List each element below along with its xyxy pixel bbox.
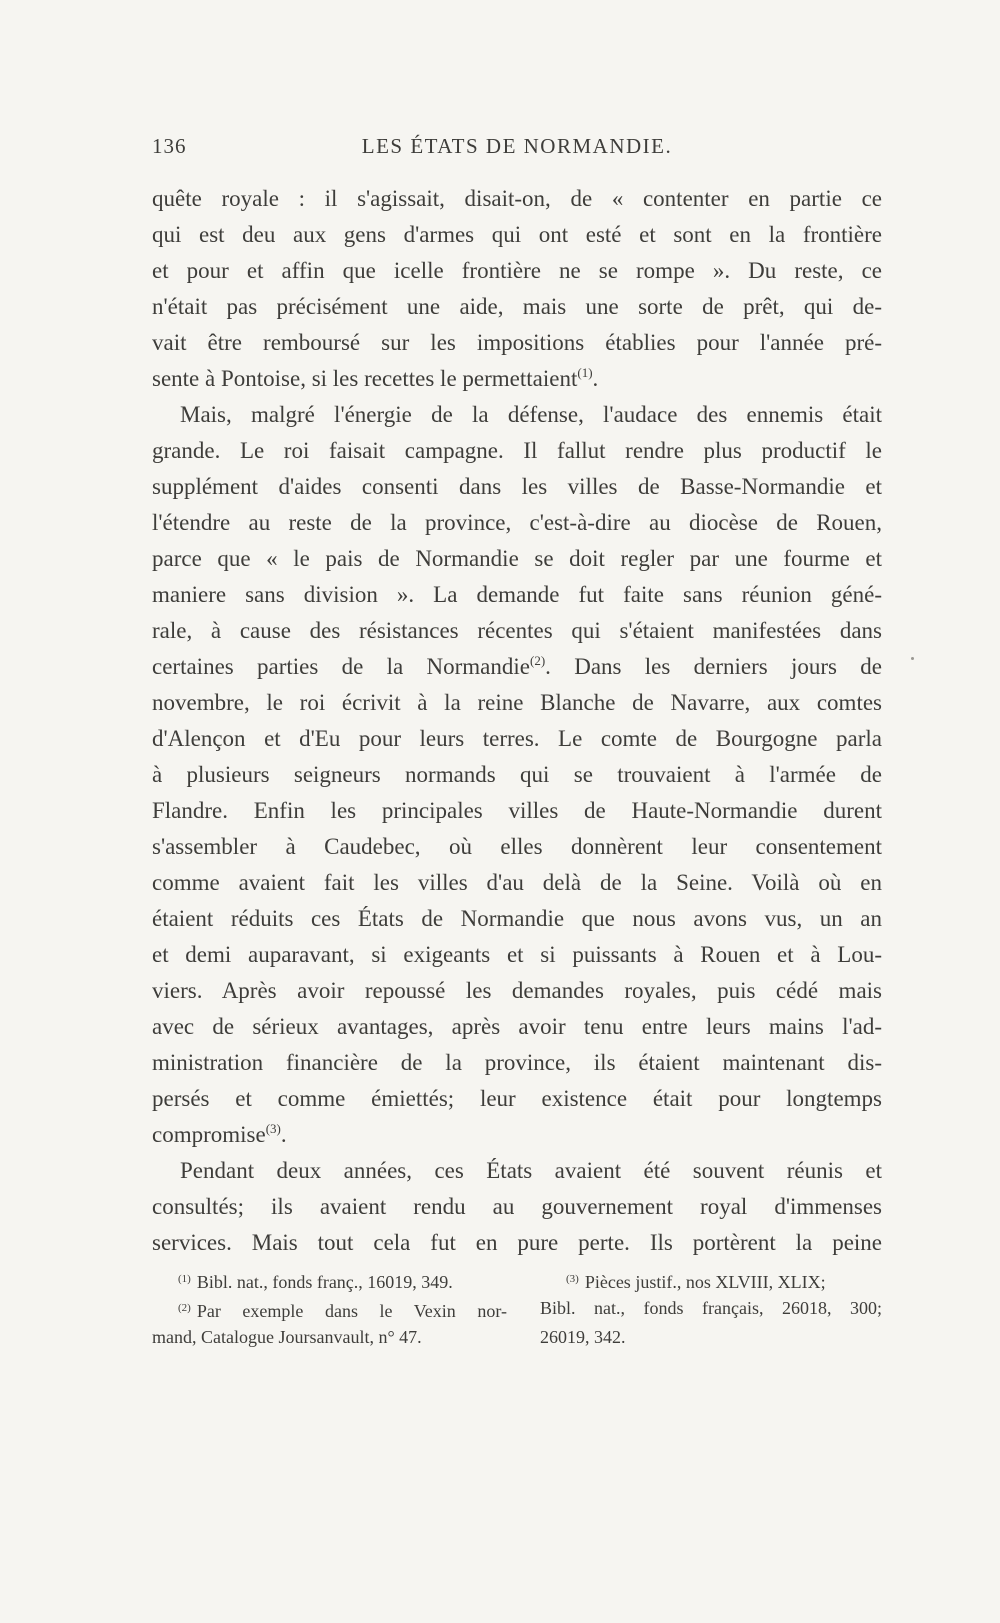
page-header <box>152 134 882 170</box>
footnote-ref: (3) <box>265 1121 281 1136</box>
text-line: quête royale : il s'agissait, disait-on, de « contenter en partie ce <box>152 186 882 211</box>
text-line: grande. Le roi faisait campagne. Il fallut rendre plus productif le <box>152 438 882 463</box>
text-line: services. Mais tout cela fut en pure perte. Ils portèrent la peine <box>152 1230 882 1255</box>
text-line: supplément d'aides consenti dans les villes de Basse-Normandie et <box>152 474 882 499</box>
text-line: sente à Pontoise, si les recettes le permettaient$^{(1)}$. <box>152 365 599 391</box>
margin-speck <box>911 657 914 660</box>
text-line: persés et comme émiettés; leur existence était pour longtemps <box>152 1086 882 1111</box>
body-text <box>152 181 882 1261</box>
footnotes-right-column <box>540 1265 882 1352</box>
text-line: compromise$^{(3)}$. <box>152 1121 287 1147</box>
footnote-continuation: Bibl. nat., fonds français, 26018, 300; <box>540 1298 882 1318</box>
text-line: étaient réduits ces États de Normandie que nous avons vus, un an <box>152 906 882 931</box>
text-line: l'étendre au reste de la province, c'est-à-dire au diocèse de Rouen, <box>152 510 882 535</box>
text-line: consultés; ils avaient rendu au gouvernement royal d'immenses <box>152 1194 882 1219</box>
text-line: maniere sans division ». La demande fut faite sans réunion géné- <box>152 582 882 607</box>
text-line: viers. Après avoir repoussé les demandes royales, puis cédé mais <box>152 978 882 1003</box>
text-line: avec de sérieux avantages, après avoir tenu entre leurs mains l'ad- <box>152 1014 882 1039</box>
text-line: s'assembler à Caudebec, où elles donnèrent leur consentement <box>152 834 882 859</box>
page-number: 136 <box>152 134 187 158</box>
text-line: rale, à cause des résistances récentes qui s'étaient manifestées dans <box>152 618 882 643</box>
text-line: Pendant deux années, ces États avaient été souvent réunis et <box>180 1158 882 1183</box>
text-line: qui est deu aux gens d'armes qui ont esté et sont en la frontière <box>152 222 882 247</box>
footnote-continuation: mand, Catalogue Joursanvault, n° 47. <box>152 1327 422 1347</box>
footnotes-left-column <box>152 1265 507 1352</box>
text-line: Mais, malgré l'énergie de la défense, l'audace des ennemis était <box>180 402 882 427</box>
text-line: vait être remboursé sur les impositions établies pour l'année pré- <box>152 330 882 355</box>
text-line: et pour et affin que icelle frontière ne se rompe ». Du reste, ce <box>152 258 882 283</box>
text-line: n'était pas précisément une aide, mais une sorte de prêt, qui de- <box>152 294 882 319</box>
footnote: $^{(2)}$ Par exemple dans le Vexin nor- <box>178 1301 507 1321</box>
text-line: Flandre. Enfin les principales villes de Haute-Normandie durent <box>152 798 882 823</box>
footnote-ref: (1) <box>577 365 593 380</box>
text-line: à plusieurs seigneurs normands qui se trouvaient à l'armée de <box>152 762 882 787</box>
text-line: certaines parties de la Normandie$^{(2)}$. Dans les derniers jours de <box>152 653 883 679</box>
text-line: parce que « le pais de Normandie se doit regler par une fourme et <box>152 546 882 571</box>
footnote: $^{(1)}$ Bibl. nat., fonds franç., 16019, 349. <box>178 1272 453 1292</box>
footnote-continuation: 26019, 342. <box>540 1327 626 1347</box>
text-line: d'Alençon et d'Eu pour leurs terres. Le comte de Bourgogne parla <box>152 726 882 751</box>
text-line: ministration financière de la province, ils étaient maintenant dis- <box>152 1050 882 1075</box>
text-line: et demi auparavant, si exigeants et si puissants à Rouen et à Lou- <box>152 942 882 967</box>
running-title: LES ÉTATS DE NORMANDIE. <box>361 134 673 158</box>
footnote-ref: (2) <box>530 653 546 668</box>
footnote: $^{(3)}$ Pièces justif., nos XLVIII, XLIX; <box>566 1272 826 1292</box>
text-line: novembre, le roi écrivit à la reine Blanche de Navarre, aux comtes <box>152 690 882 715</box>
text-line: comme avaient fait les villes d'au delà de la Seine. Voilà où en <box>152 870 882 895</box>
